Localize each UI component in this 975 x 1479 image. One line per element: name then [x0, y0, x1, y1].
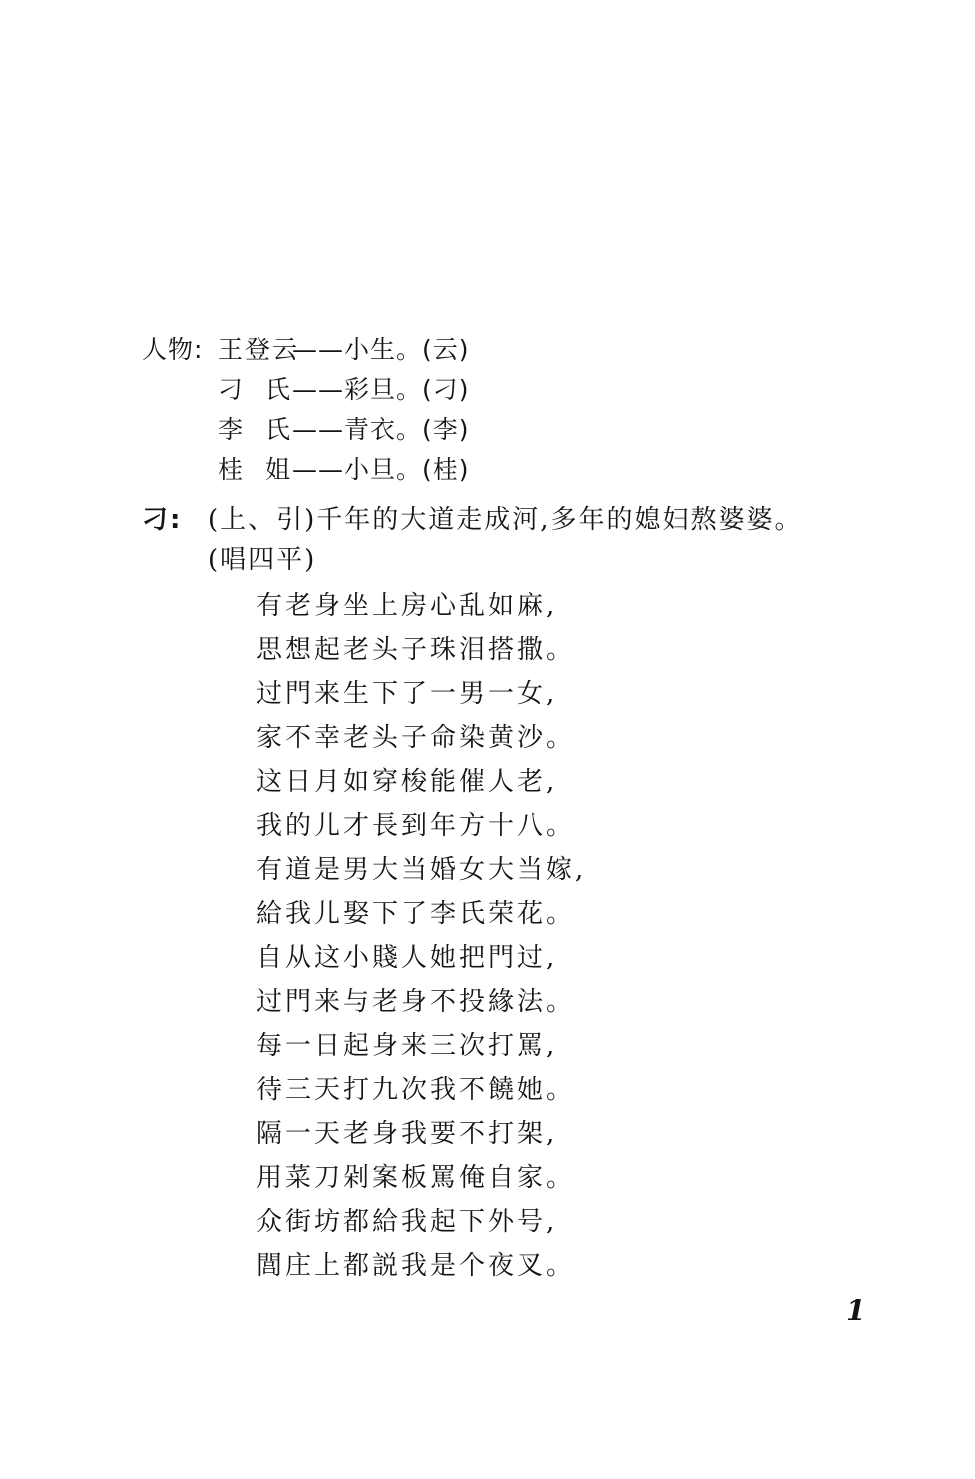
cast-name: 刁氏 — [218, 375, 292, 404]
verse-line: 待三天打九次我不饒她。 — [256, 1075, 576, 1105]
stage-direction: (唱四平) — [208, 545, 317, 575]
cast-name: 王登云 — [218, 335, 300, 364]
verse-line: 用菜刀剁案板罵俺自家。 — [256, 1163, 576, 1193]
verse-line: 閭庄上都説我是个夜叉。 — [256, 1251, 576, 1281]
verse-line: 自从这小賤人她把門过, — [256, 943, 558, 973]
cast-role: ——小旦。(桂) — [292, 455, 470, 484]
verse-line: 众街坊都給我起下外号, — [256, 1207, 558, 1237]
verse-line: 过門来生下了一男一女, — [256, 679, 558, 709]
verse-line: 这日月如穿梭能催人老, — [256, 767, 558, 797]
page-number: 1 — [846, 1294, 866, 1327]
verse-line: 給我儿娶下了李氏荣花。 — [256, 899, 576, 929]
verse-line: 有道是男大当婚女大当嫁, — [256, 855, 587, 885]
verse-line: 有老身坐上房心乱如麻, — [256, 591, 558, 621]
verse-line: 每一日起身来三次打罵, — [256, 1031, 558, 1061]
cast-row — [142, 370, 470, 410]
opening-line — [142, 500, 803, 540]
verse-line: 我的儿才長到年方十八。 — [256, 811, 576, 841]
speaker-label: 刁: — [142, 505, 183, 535]
cast-name: 桂姐 — [218, 455, 292, 484]
cast-row — [142, 450, 470, 490]
cast-list — [142, 330, 470, 490]
verse-line: 思想起老头子珠泪搭撒。 — [256, 635, 576, 665]
cast-role: ——小生。(云) — [292, 335, 470, 364]
cast-row — [142, 410, 470, 450]
cast-role: ——青衣。(李) — [292, 415, 470, 444]
verse-line: 隔一天老身我要不打架, — [256, 1119, 558, 1149]
verse-line: 家不幸老头子命染黄沙。 — [256, 723, 576, 753]
cast-role: ——彩旦。(刁) — [292, 375, 470, 404]
cast-name: 李氏 — [218, 415, 292, 444]
verse-list — [256, 584, 586, 1288]
cast-row — [142, 330, 470, 370]
opening-text: (上、引)千年的大道走成河,多年的媳妇熬婆婆。 — [208, 505, 803, 535]
verse-line: 过門来与老身不投緣法。 — [256, 987, 576, 1017]
cast-label: 人物: — [142, 335, 204, 364]
